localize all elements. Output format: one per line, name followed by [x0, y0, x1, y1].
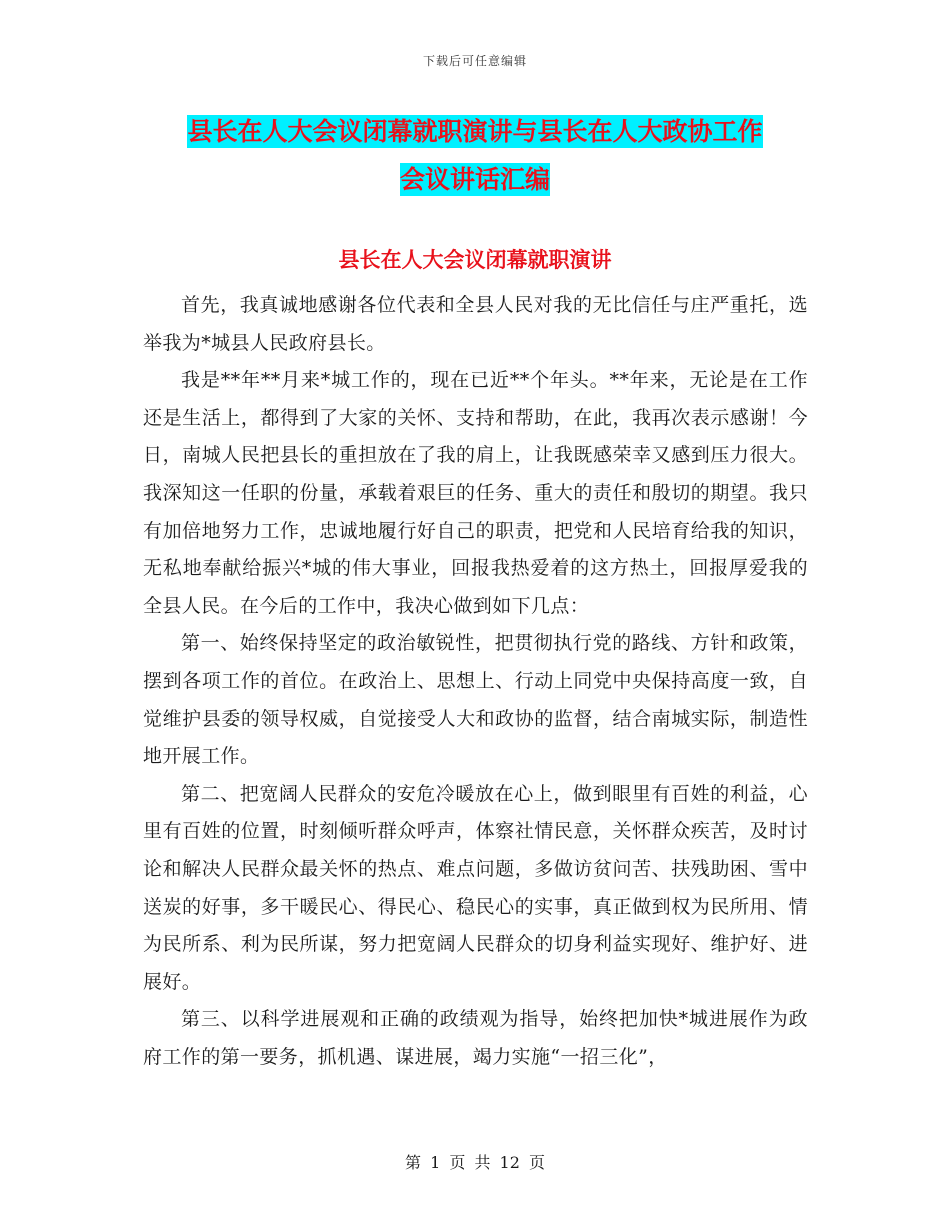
page-header-note: 下载后可任意编辑 [422, 54, 527, 68]
paragraph: 首先，我真诚地感谢各位代表和全县人民对我的无比信任与庄严重托，选举我为*城县人民政府县长。 [143, 294, 808, 354]
page-number: 第 1 页 共 12 页 [405, 1153, 545, 1172]
document-title-line-2: 会议讲话汇编 [399, 165, 550, 194]
paragraph: 我是**年**月来*城工作的，现在已近**个年头。**年来，无论是在工作还是生活上，都得到了大家的关怀、支持和帮助，在此，我再次表示感谢！今日，南城人民把县长的重担放在了我的肩上，让我既感荣幸又感到压力很大。我深知这一任职的份量，承载着艰巨的任务、重大的责任和殷切的期望。我只有加倍地努力工作，忠诚地履行好自己的职责，把党和人民培育给我的知识，无私地奉献给振兴*城的伟大事业，回报我热爱着的这方热土，回报厚爱我的全县人民。在今后的工作中，我决心做到如下几点： [143, 369, 808, 617]
section-title: 县长在人大会议闭幕就职演讲 [338, 248, 612, 272]
paragraph: 第一、始终保持坚定的政治敏锐性，把贯彻执行党的路线、方针和政策，摆到各项工作的首位。在政治上、思想上、行动上同党中央保持高度一致，自觉维护县委的领导权威，自觉接受人大和政协的监督，结合南城实际，制造性地开展工作。 [143, 632, 808, 768]
paragraph: 第三、以科学进展观和正确的政绩观为指导，始终把加快*城进展作为政府工作的第一要务，抓机遇、谋进展，竭力实施“一招三化”， [143, 1008, 808, 1068]
document-title [140, 108, 810, 204]
document-title-line-1: 县长在人大会议闭幕就职演讲与县长在人大政协工作 [187, 117, 763, 146]
document-body [143, 287, 808, 1076]
paragraph: 第二、把宽阔人民群众的安危冷暖放在心上，做到眼里有百姓的利益，心里有百姓的位置，时刻倾听群众呼声，体察社情民意，关怀群众疾苦，及时讨论和解决人民群众最关怀的热点、难点问题，多做访贫问苦、扶残助困、雪中送炭的好事，多干暖民心、得民心、稳民心的实事，真正做到权为民所用、情为民所系、利为民所谋，努力把宽阔人民群众的切身利益实现好、维护好、进展好。 [143, 782, 808, 993]
